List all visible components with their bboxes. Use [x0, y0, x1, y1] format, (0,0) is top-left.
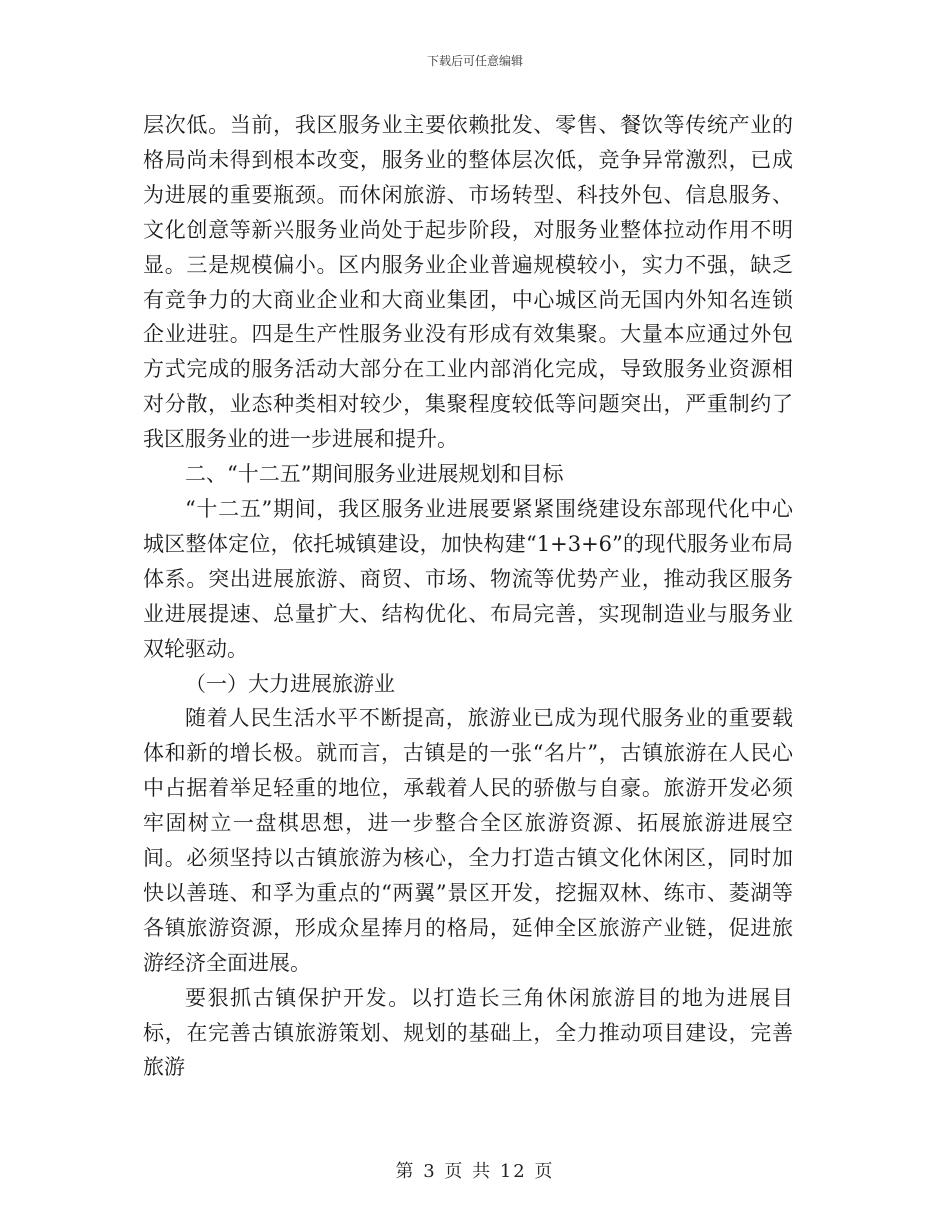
subsection-heading: （一）大力进展旅游业 — [185, 671, 395, 696]
paragraph-continued: 层次低。当前，我区服务业主要依赖批发、零售、餐饮等传统产业的格局尚未得到根本改变，服务业的整体层次低，竞争异常激烈，已成为进展的重要瓶颈。而休闲旅游、市场转型、科技外包、信息服务、文化创意等新兴服务业尚处于起步阶段，对服务业整体拉动作用不明显。三是规模偏小。区内服务业企业普遍规模较小，实力不强，缺乏有竞争力的大商业企业和大商业集团，中心城区尚无国内外知名连锁企业进驻。四是生产性服务业没有形成有效集聚。大量本应通过外包方式完成的服务活动大部分在工业内部消化完成，导致服务业资源相对分散，业态种类相对较少，集聚程度较低等问题突出，严重制约了我区服务业的进一步进展和提升。 — [143, 113, 793, 452]
paragraph: 要狠抓古镇保护开发。以打造长三角休闲旅游目的地为进展目标，在完善古镇旅游策划、规划的基础上，全力推动项目建设，完善旅游 — [143, 985, 793, 1080]
page-number-footer: 第 3 页 共 12 页 — [395, 1161, 555, 1182]
paragraph: 随着人民生活水平不断提高，旅游业已成为现代服务业的重要载体和新的增长极。就而言，古镇是的一张“名片”，古镇旅游在人民心中占据着举足轻重的地位，承载着人民的骄傲与自豪。旅游开发必须牢固树立一盘棋思想，进一步整合全区旅游资源、拓展旅游进展空间。必须坚持以古镇旅游为核心，全力打造古镇文化休闲区，同时加快以善琏、和孚为重点的“两翼”景区开发，挖掘双林、练市、菱湖等各镇旅游资源，形成众星捧月的格局，延伸全区旅游产业链，促进旅游经济全面进展。 — [143, 706, 793, 975]
section-heading: 二、“十二五”期间服务业进展规划和目标 — [185, 462, 564, 487]
document-body — [143, 108, 793, 1085]
paragraph: “十二五”期间，我区服务业进展要紧紧围绕建设东部现代化中心城区整体定位，依托城镇建设，加快构建“1+3+6”的现代服务业布局体系。突出进展旅游、商贸、市场、物流等优势产业，推动我区服务业进展提速、总量扩大、结构优化、布局完善，实现制造业与服务业双轮驱动。 — [143, 496, 793, 661]
page-header: 下载后可任意编辑 — [426, 54, 523, 68]
